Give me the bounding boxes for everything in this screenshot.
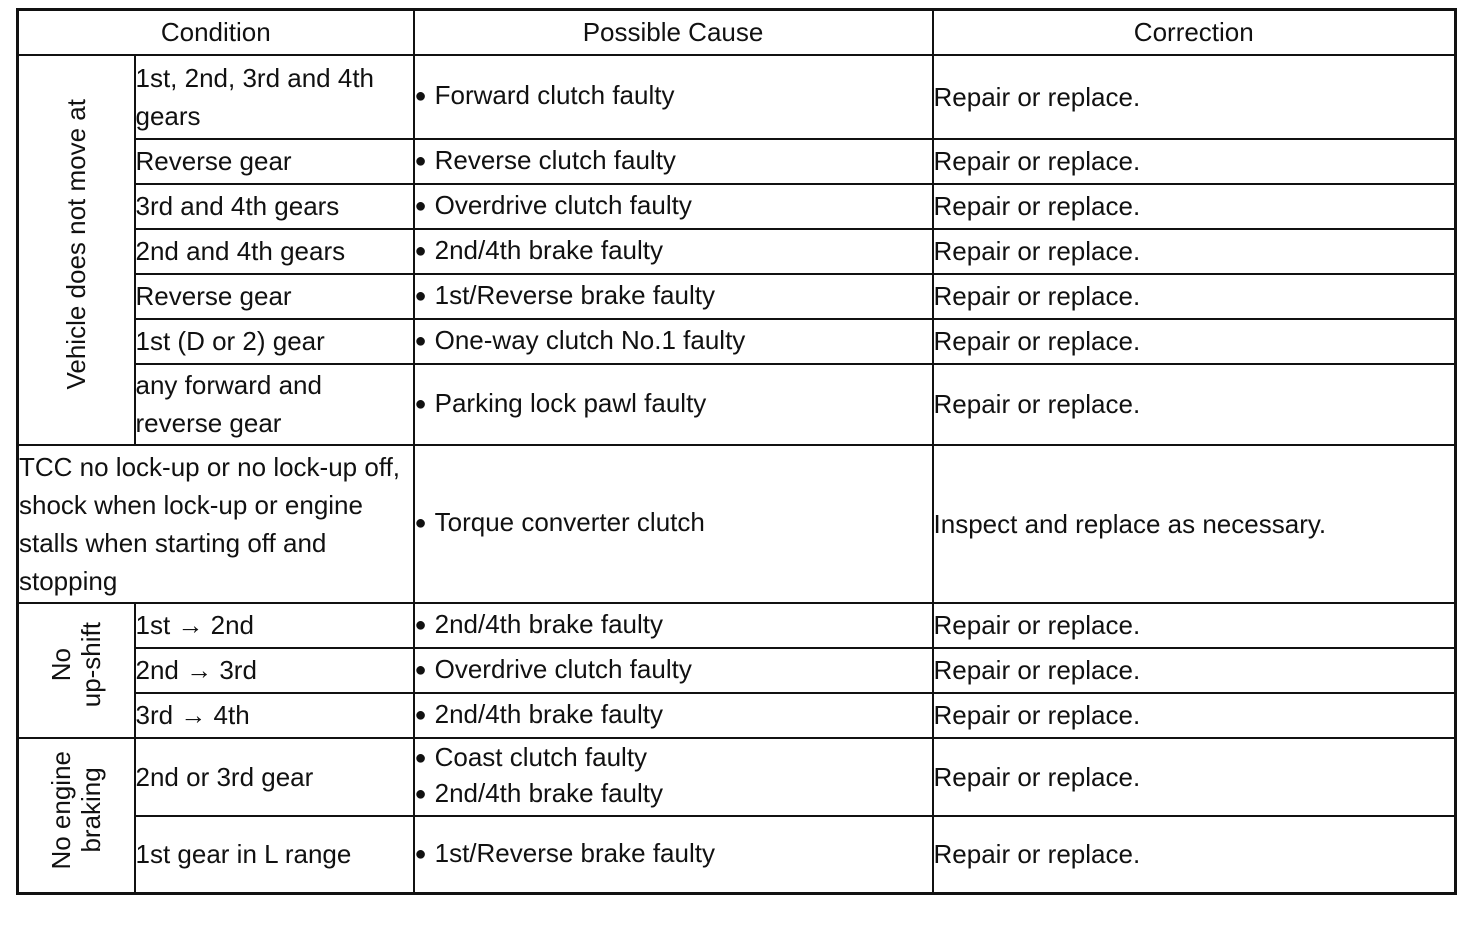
- cause-item: ● 1st/Reverse brake faulty: [415, 834, 932, 875]
- table-row: [18, 319, 1456, 364]
- condition-cell: any forward and reverse gear: [135, 364, 414, 445]
- cause-cell: [414, 603, 933, 648]
- cause-cell: [414, 184, 933, 229]
- table-row: [18, 139, 1456, 184]
- cause-cell: [414, 816, 933, 894]
- table-row: [18, 603, 1456, 648]
- cause-cell: [414, 55, 933, 139]
- cause-cell: [414, 648, 933, 693]
- cause-item: ● Torque converter clutch: [415, 503, 932, 544]
- condition-cell: 2nd → 3rd: [135, 648, 414, 693]
- correction-cell: Repair or replace.: [933, 603, 1456, 648]
- cause-cell: [414, 364, 933, 445]
- group-label-no-upshift: [18, 603, 135, 738]
- correction-cell: Repair or replace.: [933, 648, 1456, 693]
- cause-cell: [414, 229, 933, 274]
- correction-cell: Inspect and replace as necessary.: [933, 445, 1456, 603]
- cause-item: ● 2nd/4th brake faulty: [415, 231, 932, 272]
- header-correction: Correction: [933, 10, 1456, 55]
- cause-cell: [414, 445, 933, 603]
- condition-cell: 3rd → 4th: [135, 693, 414, 738]
- condition-cell: Reverse gear: [135, 139, 414, 184]
- correction-cell: Repair or replace.: [933, 693, 1456, 738]
- cause-item: ● 2nd/4th brake faulty: [415, 605, 932, 646]
- correction-cell: Repair or replace.: [933, 274, 1456, 319]
- group-label-text: No engine braking: [46, 750, 107, 870]
- correction-cell: Repair or replace.: [933, 738, 1456, 816]
- correction-cell: Repair or replace.: [933, 816, 1456, 894]
- condition-cell: 1st, 2nd, 3rd and 4th gears: [135, 55, 414, 139]
- condition-cell: Reverse gear: [135, 274, 414, 319]
- cause-item: ● Forward clutch faulty: [415, 76, 932, 117]
- table-row: [18, 445, 1456, 603]
- table-row: [18, 274, 1456, 319]
- correction-cell: Repair or replace.: [933, 55, 1456, 139]
- correction-cell: Repair or replace.: [933, 364, 1456, 445]
- condition-cell: 2nd and 4th gears: [135, 229, 414, 274]
- condition-cell: 2nd or 3rd gear: [135, 738, 414, 816]
- condition-cell: 1st gear in L range: [135, 816, 414, 894]
- table-row: [18, 693, 1456, 738]
- correction-cell: Repair or replace.: [933, 139, 1456, 184]
- cause-cell: [414, 274, 933, 319]
- cause-item: ● 1st/Reverse brake faulty: [415, 276, 932, 317]
- condition-cell: 3rd and 4th gears: [135, 184, 414, 229]
- correction-cell: Repair or replace.: [933, 319, 1456, 364]
- correction-cell: Repair or replace.: [933, 184, 1456, 229]
- table-row: [18, 648, 1456, 693]
- condition-cell: 1st (D or 2) gear: [135, 319, 414, 364]
- cause-item: ● Coast clutch faulty: [415, 741, 932, 777]
- header-condition: Condition: [18, 10, 414, 55]
- cause-item: ● 2nd/4th brake faulty: [415, 777, 932, 813]
- condition-cell: TCC no lock-up or no lock-up off, shock when lock-up or engine stalls when starting off and stopping: [18, 445, 414, 603]
- cause-item: ● Overdrive clutch faulty: [415, 186, 932, 227]
- header-row: [18, 10, 1456, 55]
- cause-item: ● One-way clutch No.1 faulty: [415, 321, 932, 362]
- table-row: [18, 55, 1456, 139]
- table-row: [18, 229, 1456, 274]
- cause-cell: [414, 139, 933, 184]
- table-row: [18, 364, 1456, 445]
- condition-cell: 1st → 2nd: [135, 603, 414, 648]
- diagnosis-table: [16, 8, 1457, 895]
- table-row: [18, 816, 1456, 894]
- cause-cell: [414, 738, 933, 816]
- group-label-text: Vehicle does not move at: [61, 99, 92, 390]
- cause-item: ● Overdrive clutch faulty: [415, 650, 932, 691]
- cause-item: ● Reverse clutch faulty: [415, 141, 932, 182]
- cause-cell: [414, 319, 933, 364]
- table-row: [18, 738, 1456, 816]
- group-label-no-engine-braking: [18, 738, 135, 894]
- group-label-text: No up-shift: [46, 622, 107, 708]
- cause-cell: [414, 693, 933, 738]
- cause-item: ● Parking lock pawl faulty: [415, 384, 932, 425]
- group-label-no-move: [18, 55, 135, 445]
- table-row: [18, 184, 1456, 229]
- cause-item: ● 2nd/4th brake faulty: [415, 695, 932, 736]
- correction-cell: Repair or replace.: [933, 229, 1456, 274]
- header-possible-cause: Possible Cause: [414, 10, 933, 55]
